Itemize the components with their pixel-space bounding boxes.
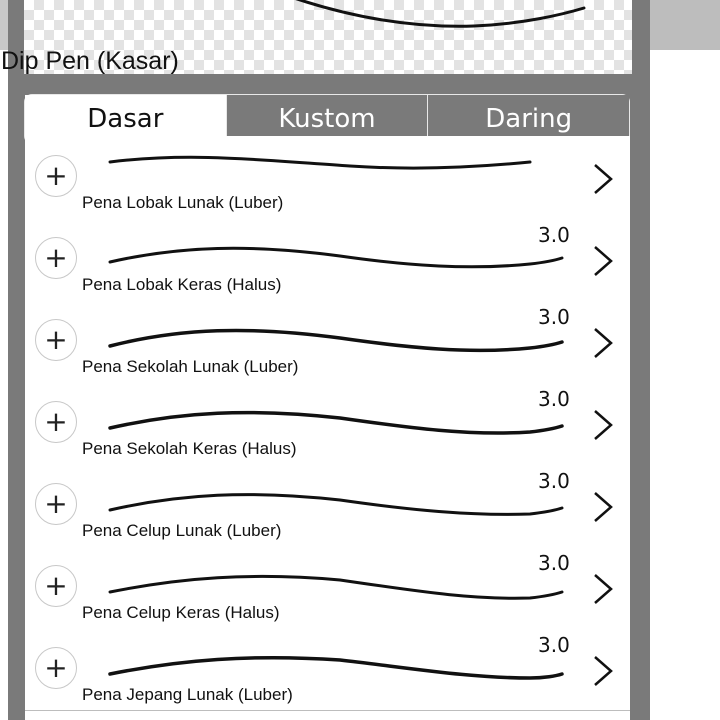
brush-stroke-preview <box>110 484 570 524</box>
brush-list[interactable] <box>25 159 630 720</box>
brush-name: Pena Celup Keras (Halus) <box>82 603 280 622</box>
brush-size: 3.0 <box>538 633 570 657</box>
add-brush-button[interactable] <box>35 483 77 525</box>
chevron-right-icon[interactable] <box>591 572 615 606</box>
brush-row[interactable] <box>25 300 630 383</box>
chevron-right-icon[interactable] <box>591 244 615 278</box>
tab-kustom[interactable]: Kustom <box>226 95 428 143</box>
brush-size: 3.0 <box>538 387 570 411</box>
add-brush-button[interactable] <box>35 401 77 443</box>
brush-row[interactable] <box>25 382 630 465</box>
brush-stroke-preview <box>110 566 570 606</box>
plus-icon: + <box>44 159 68 192</box>
brush-row[interactable] <box>25 546 630 629</box>
add-brush-button[interactable] <box>35 565 77 607</box>
brush-stroke-preview <box>110 156 570 196</box>
brush-size: 3.0 <box>538 551 570 575</box>
plus-icon: + <box>44 241 68 274</box>
plus-icon: + <box>44 651 68 684</box>
brush-stroke-preview <box>110 320 570 360</box>
plus-icon: + <box>44 323 68 356</box>
brush-size: 3.0 <box>538 469 570 493</box>
chevron-right-icon[interactable] <box>591 654 615 688</box>
brush-row[interactable] <box>25 628 630 711</box>
plus-icon: + <box>44 405 68 438</box>
brush-name: Pena Sekolah Lunak (Luber) <box>82 357 299 376</box>
brush-name: Pena Lobak Keras (Halus) <box>82 275 282 294</box>
add-brush-button[interactable] <box>35 237 77 279</box>
brush-stroke-preview <box>110 648 570 688</box>
tab-dasar[interactable]: Dasar <box>25 95 226 143</box>
brush-title: Dip Pen (Kasar) <box>1 47 179 75</box>
brush-size: 3.0 <box>538 305 570 329</box>
chevron-right-icon[interactable] <box>591 162 615 196</box>
brush-name: Pena Sekolah Keras (Halus) <box>82 439 297 458</box>
add-brush-button[interactable] <box>35 155 77 197</box>
brush-name: Pena Jepang Lunak (Luber) <box>82 685 293 704</box>
chevron-right-icon[interactable] <box>591 490 615 524</box>
add-brush-button[interactable] <box>35 647 77 689</box>
plus-icon: + <box>44 569 68 602</box>
brush-name: Pena Celup Lunak (Luber) <box>82 521 282 540</box>
chevron-right-icon[interactable] <box>591 326 615 360</box>
plus-icon: + <box>44 487 68 520</box>
background-strip-right <box>650 0 720 50</box>
brush-size: 3.0 <box>538 223 570 247</box>
brush-row[interactable] <box>25 218 630 301</box>
add-brush-button[interactable] <box>35 319 77 361</box>
brush-row[interactable] <box>25 136 630 219</box>
background-strip-left <box>0 0 8 50</box>
brush-stroke-preview <box>110 402 570 442</box>
brush-stroke-preview <box>110 238 570 278</box>
brush-name: Pena Lobak Lunak (Luber) <box>82 193 284 212</box>
tab-daring[interactable]: Daring <box>427 95 629 143</box>
brush-row[interactable] <box>25 464 630 547</box>
chevron-right-icon[interactable] <box>591 408 615 442</box>
